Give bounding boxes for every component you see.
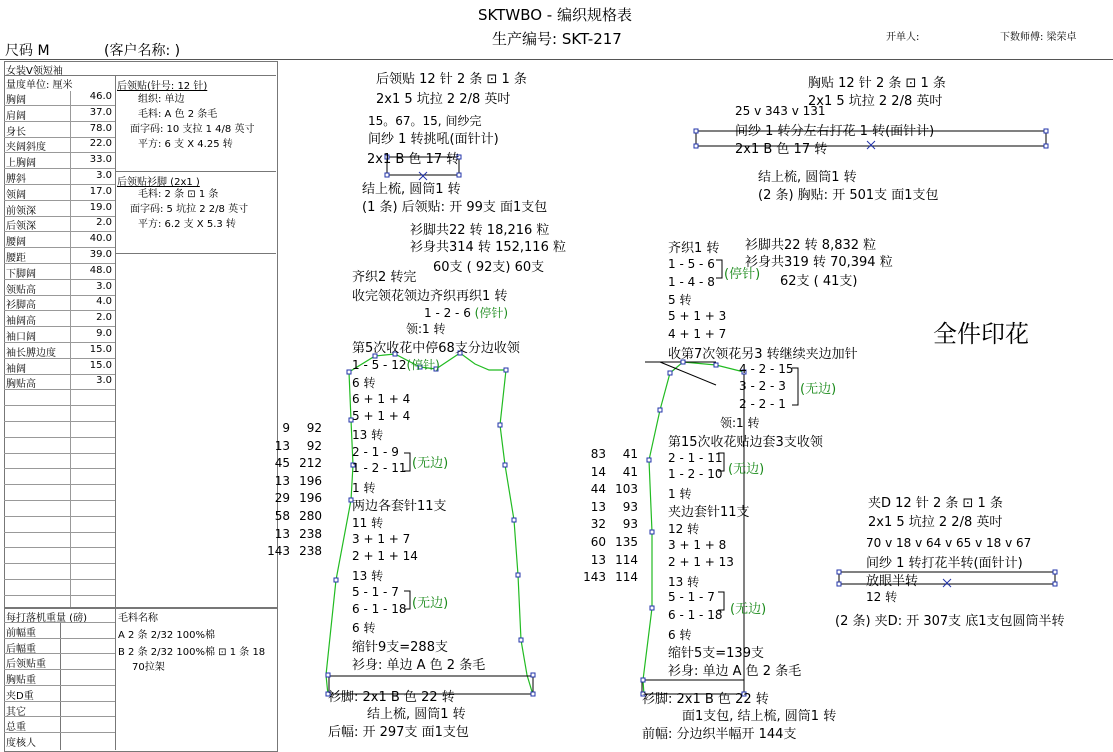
back-line: 13 转 [352,569,384,583]
back-neck-band: 后领贴 12 针 2 条 ⊡ 1 条 [376,72,527,87]
spec-value: 37.0 [89,106,112,118]
side-number: 13 [274,473,290,488]
weight-label: 总重 [6,722,26,734]
spec-label: 上胸阔 [6,158,36,170]
side-number: 45 [274,456,290,471]
yarn-name-label: 毛料名称 [118,613,158,624]
side-number: 114 [615,570,638,585]
hem-line: 毛料: 2 条 ⊡ 1 条 [138,189,219,200]
side-number: 238 [299,544,322,559]
spec-value: 33.0 [89,154,112,166]
side-number: 93 [622,499,638,514]
spec-value: 9.0 [96,328,112,339]
back-line: 3 + 1 + 7 [352,532,411,546]
back-line: 收完领花领边齐织再织1 转 [352,289,508,304]
armhole-line: 70 v 18 v 64 v 65 v 18 v 67 [866,536,1032,550]
back-line: 1 转 [352,481,376,495]
side-number: 29 [274,491,290,506]
spec-value: 15.0 [89,343,112,355]
hem-line: 面字码: 5 坑拉 2 2/8 英寸 [130,204,249,215]
back-line: 领:1 转 [406,322,446,336]
collar-line: 组织: 单边 [138,94,185,105]
front-line: 收第7次领花另3 转继续夹边加针 [668,347,858,362]
machine-weight-label: 每打落机重量 (磅) [6,613,87,624]
front-line: 衫身: 单边 A 色 2 条毛 [668,664,802,679]
side-number: 103 [615,482,638,497]
back-line: 60支 ( 92支) 60支 [433,260,545,275]
back-line: 结上梳, 圆筒1 转 [367,707,466,722]
front-line: 4 - 2 - 15 [739,362,794,376]
back-line: 后幅: 开 297支 面1支包 [328,725,469,740]
side-number: 41 [622,447,638,461]
side-number: 143 [267,544,290,559]
front-line: 2 - 2 - 1 [739,397,786,411]
spec-value: 39.0 [89,249,112,260]
back-line: 1 - 5 - 12 [352,358,407,372]
armhole-line: (2 条) 夹D: 开 307支 底1支包圆筒半转 [835,614,1065,629]
back-line: 2x1 B 色 17 转 [367,152,460,167]
side-number: 93 [622,517,638,532]
designer-label: 下数师傅: 梁荣卓 [1000,32,1077,43]
back-line: 齐织2 转完 [352,270,417,285]
front-line: 62支 ( 41支) [780,274,858,289]
back-line: 11 转 [352,516,384,530]
spec-value: 3.0 [96,375,112,387]
spec-value: 22.0 [89,138,112,150]
armhole-line: 12 转 [866,590,898,604]
side-number: 9 [282,421,290,435]
yarn-b: B 2 条 2/32 100%棉 ⊡ 1 条 18 [118,647,266,658]
hem-title: 后领贴衫脚 (2x1 ) [117,177,200,188]
back-line: 5 + 1 + 4 [352,409,411,423]
back-line: 1 - 2 - 11 [352,461,407,475]
side-number: 41 [622,464,638,479]
side-number: 196 [299,473,322,488]
weight-label: 后领贴重 [6,659,46,671]
back-line: 两边各套针11支 [352,499,447,514]
spec-label: 袖阔高 [6,316,36,328]
back-note: (停针) [406,358,440,372]
collar-title: 后领贴(针号: 12 针) [117,81,208,92]
front-line: 领:1 转 [720,416,760,430]
production-number: 生产编号: SKT-217 [492,30,622,48]
weight-label: 后幅重 [6,643,36,655]
spec-label: 领阔 [6,189,26,201]
spec-value: 19.0 [89,201,112,213]
front-note: (无边) [728,462,765,477]
spec-label: 后领深 [6,221,36,233]
side-number: 92 [306,438,322,453]
front-line: 夹边套针11支 [668,505,750,520]
front-line: 3 + 1 + 8 [668,538,727,552]
armhole-band: 夹D 12 针 2 条 ⊡ 1 条 [868,496,1003,511]
back-line: 6 转 [352,621,376,635]
spec-value: 48.0 [89,264,112,276]
front-line: 2x1 B 色 17 转 [735,142,828,157]
front-line: 衫脚共22 转 8,832 粒 [745,238,877,253]
side-number: 114 [615,552,638,567]
front-line: 前幅: 分边织半幅开 144支 [642,727,797,742]
back-line: (1 条) 后领贴: 开 99支 面1支包 [362,200,548,215]
spec-value: 2.0 [96,217,112,229]
spec-value: 3.0 [96,280,112,292]
side-number: 60 [590,535,606,549]
side-number: 212 [299,456,322,471]
sheet-title: SKTWBO - 编织规格表 [478,6,632,24]
spec-value: 2.0 [96,312,112,324]
front-line: 缩针5支=139支 [668,646,764,661]
back-line: 2 - 1 - 9 [352,445,399,459]
back-line: 衫脚: 2x1 B 色 22 转 [328,690,455,705]
front-line: (2 条) 胸贴: 开 501支 面1支包 [758,188,939,203]
side-number: 135 [615,535,638,549]
back-line: 第5次收花中停68支分边收领 [352,341,520,356]
back-line: 2 + 1 + 14 [352,549,418,563]
back-neck-rib: 2x1 5 坑拉 2 2/8 英吋 [376,92,511,107]
side-number: 13 [590,552,606,567]
front-line: 衫脚: 2x1 B 色 22 转 [642,692,769,707]
collar-line: 毛料: A 色 2 条毛 [138,109,218,120]
armhole-line: 放眼半转 [866,574,919,589]
spec-value: 15.0 [89,359,112,371]
spec-label: 身长 [6,126,26,138]
style-name: 女装V领短袖 [6,66,63,77]
spec-label: 膊斜 [6,174,26,185]
spec-label: 袖阔 [6,363,26,375]
spec-label: 胸阔 [6,95,26,106]
front-chest-rib: 2x1 5 坑拉 2 2/8 英吋 [808,94,943,109]
spec-label: 胸贴高 [6,379,36,391]
front-line: 25 v 343 v 131 [735,104,826,118]
issuer-label: 开单人: [886,32,920,43]
side-number: 280 [299,509,322,523]
side-number: 13 [274,438,290,453]
front-line: 5 转 [668,293,692,307]
front-line: 2 + 1 + 13 [668,555,734,569]
side-number: 44 [590,482,606,497]
front-line: 5 + 1 + 3 [668,309,727,323]
front-line: 结上梳, 圆筒1 转 [758,170,857,185]
back-line: 5 - 1 - 7 [352,585,399,599]
front-line: 6 - 1 - 18 [668,608,723,622]
side-number: 92 [306,421,322,435]
side-number: 83 [590,447,606,461]
front-note: (停针) [724,267,761,282]
weight-label: 其它 [6,706,26,718]
spec-value: 4.0 [96,296,112,308]
front-line: 12 转 [668,522,700,536]
hem-line: 平方: 6.2 支 X 5.3 转 [138,219,236,230]
back-line: 间纱 1 转挑吼(面针计) [368,132,499,147]
front-line: 面1支包, 结上梳, 圆筒1 转 [682,709,837,724]
weight-label: 度核人 [6,737,36,749]
front-line: 1 - 4 - 8 [668,275,715,289]
spec-label: 肩阔 [6,110,26,122]
spec-label: 腰阔 [6,237,26,249]
back-line: 结上梳, 圆筒1 转 [362,182,461,197]
front-line: 1 转 [668,487,692,501]
weight-label: 夹D重 [6,690,34,702]
side-number: 58 [274,509,290,523]
collar-line: 平方: 6 支 X 4.25 转 [138,139,233,150]
front-note: (无边) [800,382,837,397]
spec-label: 衫脚高 [6,300,36,312]
front-line: 4 + 1 + 7 [668,327,727,341]
front-line: 1 - 5 - 6 [668,257,715,271]
spec-value: 17.0 [89,185,112,197]
front-line: 间纱 1 转分左右打花 1 转(面针计) [735,124,935,139]
print-label: 全件印花 [933,320,1029,348]
front-line: 3 - 2 - 3 [739,379,786,393]
front-chest-band: 胸贴 12 针 2 条 ⊡ 1 条 [808,76,946,91]
front-line: 第15次收花贴边套3支收领 [668,435,823,450]
armhole-line: 间纱 1 转打花半转(面针计) [866,556,1023,571]
spec-label: 夹阔斜度 [6,142,46,154]
size-label: 尺码 M [5,43,50,59]
front-line: 5 - 1 - 7 [668,590,715,604]
spec-label: 下脚阔 [6,268,36,280]
spec-label: 袖长膊边度 [6,347,56,359]
spec-label: 前领深 [6,205,36,217]
front-line: 1 - 2 - 10 [668,467,723,481]
back-line: 1 - 2 - 6 [424,306,471,320]
side-number: 143 [583,570,606,585]
armhole-rib: 2x1 5 坑拉 2 2/8 英吋 [868,515,1003,530]
spec-value: 46.0 [89,91,112,102]
customer-label: (客户名称: ) [104,43,181,59]
back-line: 衫身: 单边 A 色 2 条毛 [352,658,486,673]
side-number: 32 [590,517,606,532]
front-line: 2 - 1 - 11 [668,451,723,465]
back-line: 缩针9支=288支 [352,640,448,655]
unit-label: 量度单位: 厘米 [6,80,73,91]
side-number: 196 [299,491,322,506]
spec-label: 领贴高 [6,284,36,296]
spec-value: 78.0 [89,122,112,134]
back-line: 6 + 1 + 4 [352,392,411,406]
front-line: 衫身共319 转 70,394 粒 [745,255,893,270]
weight-label: 前幅重 [6,628,36,639]
spec-value: 40.0 [89,233,112,245]
back-line: 6 - 1 - 18 [352,602,407,616]
side-number: 14 [590,464,606,479]
back-line: 6 转 [352,376,376,390]
collar-line: 面字码: 10 支拉 1 4/8 英寸 [130,124,255,135]
back-note: (停针) [474,306,509,320]
front-line: 6 转 [668,628,692,642]
back-line: 衫身共314 转 152,116 粒 [410,240,566,255]
back-note: (无边) [412,456,449,471]
side-number: 13 [590,499,606,514]
spec-label: 袖口阔 [6,332,36,343]
back-note: (无边) [412,596,449,611]
side-number: 13 [274,526,290,541]
front-line: 13 转 [668,575,700,589]
yarn-a: A 2 条 2/32 100%棉 [118,630,215,641]
yarn-b2: 70拉架 [132,662,165,673]
back-line: 15。67。15, 间纱完 [368,114,482,128]
side-number: 238 [299,526,322,541]
spec-value: 3.0 [96,170,112,181]
front-line: 齐织1 转 [668,241,720,256]
back-line: 13 转 [352,428,384,442]
spec-label: 腰距 [6,253,26,264]
weight-label: 胸贴重 [6,675,36,687]
front-note: (无边) [730,602,767,617]
back-line: 衫脚共22 转 18,216 粒 [410,223,550,238]
